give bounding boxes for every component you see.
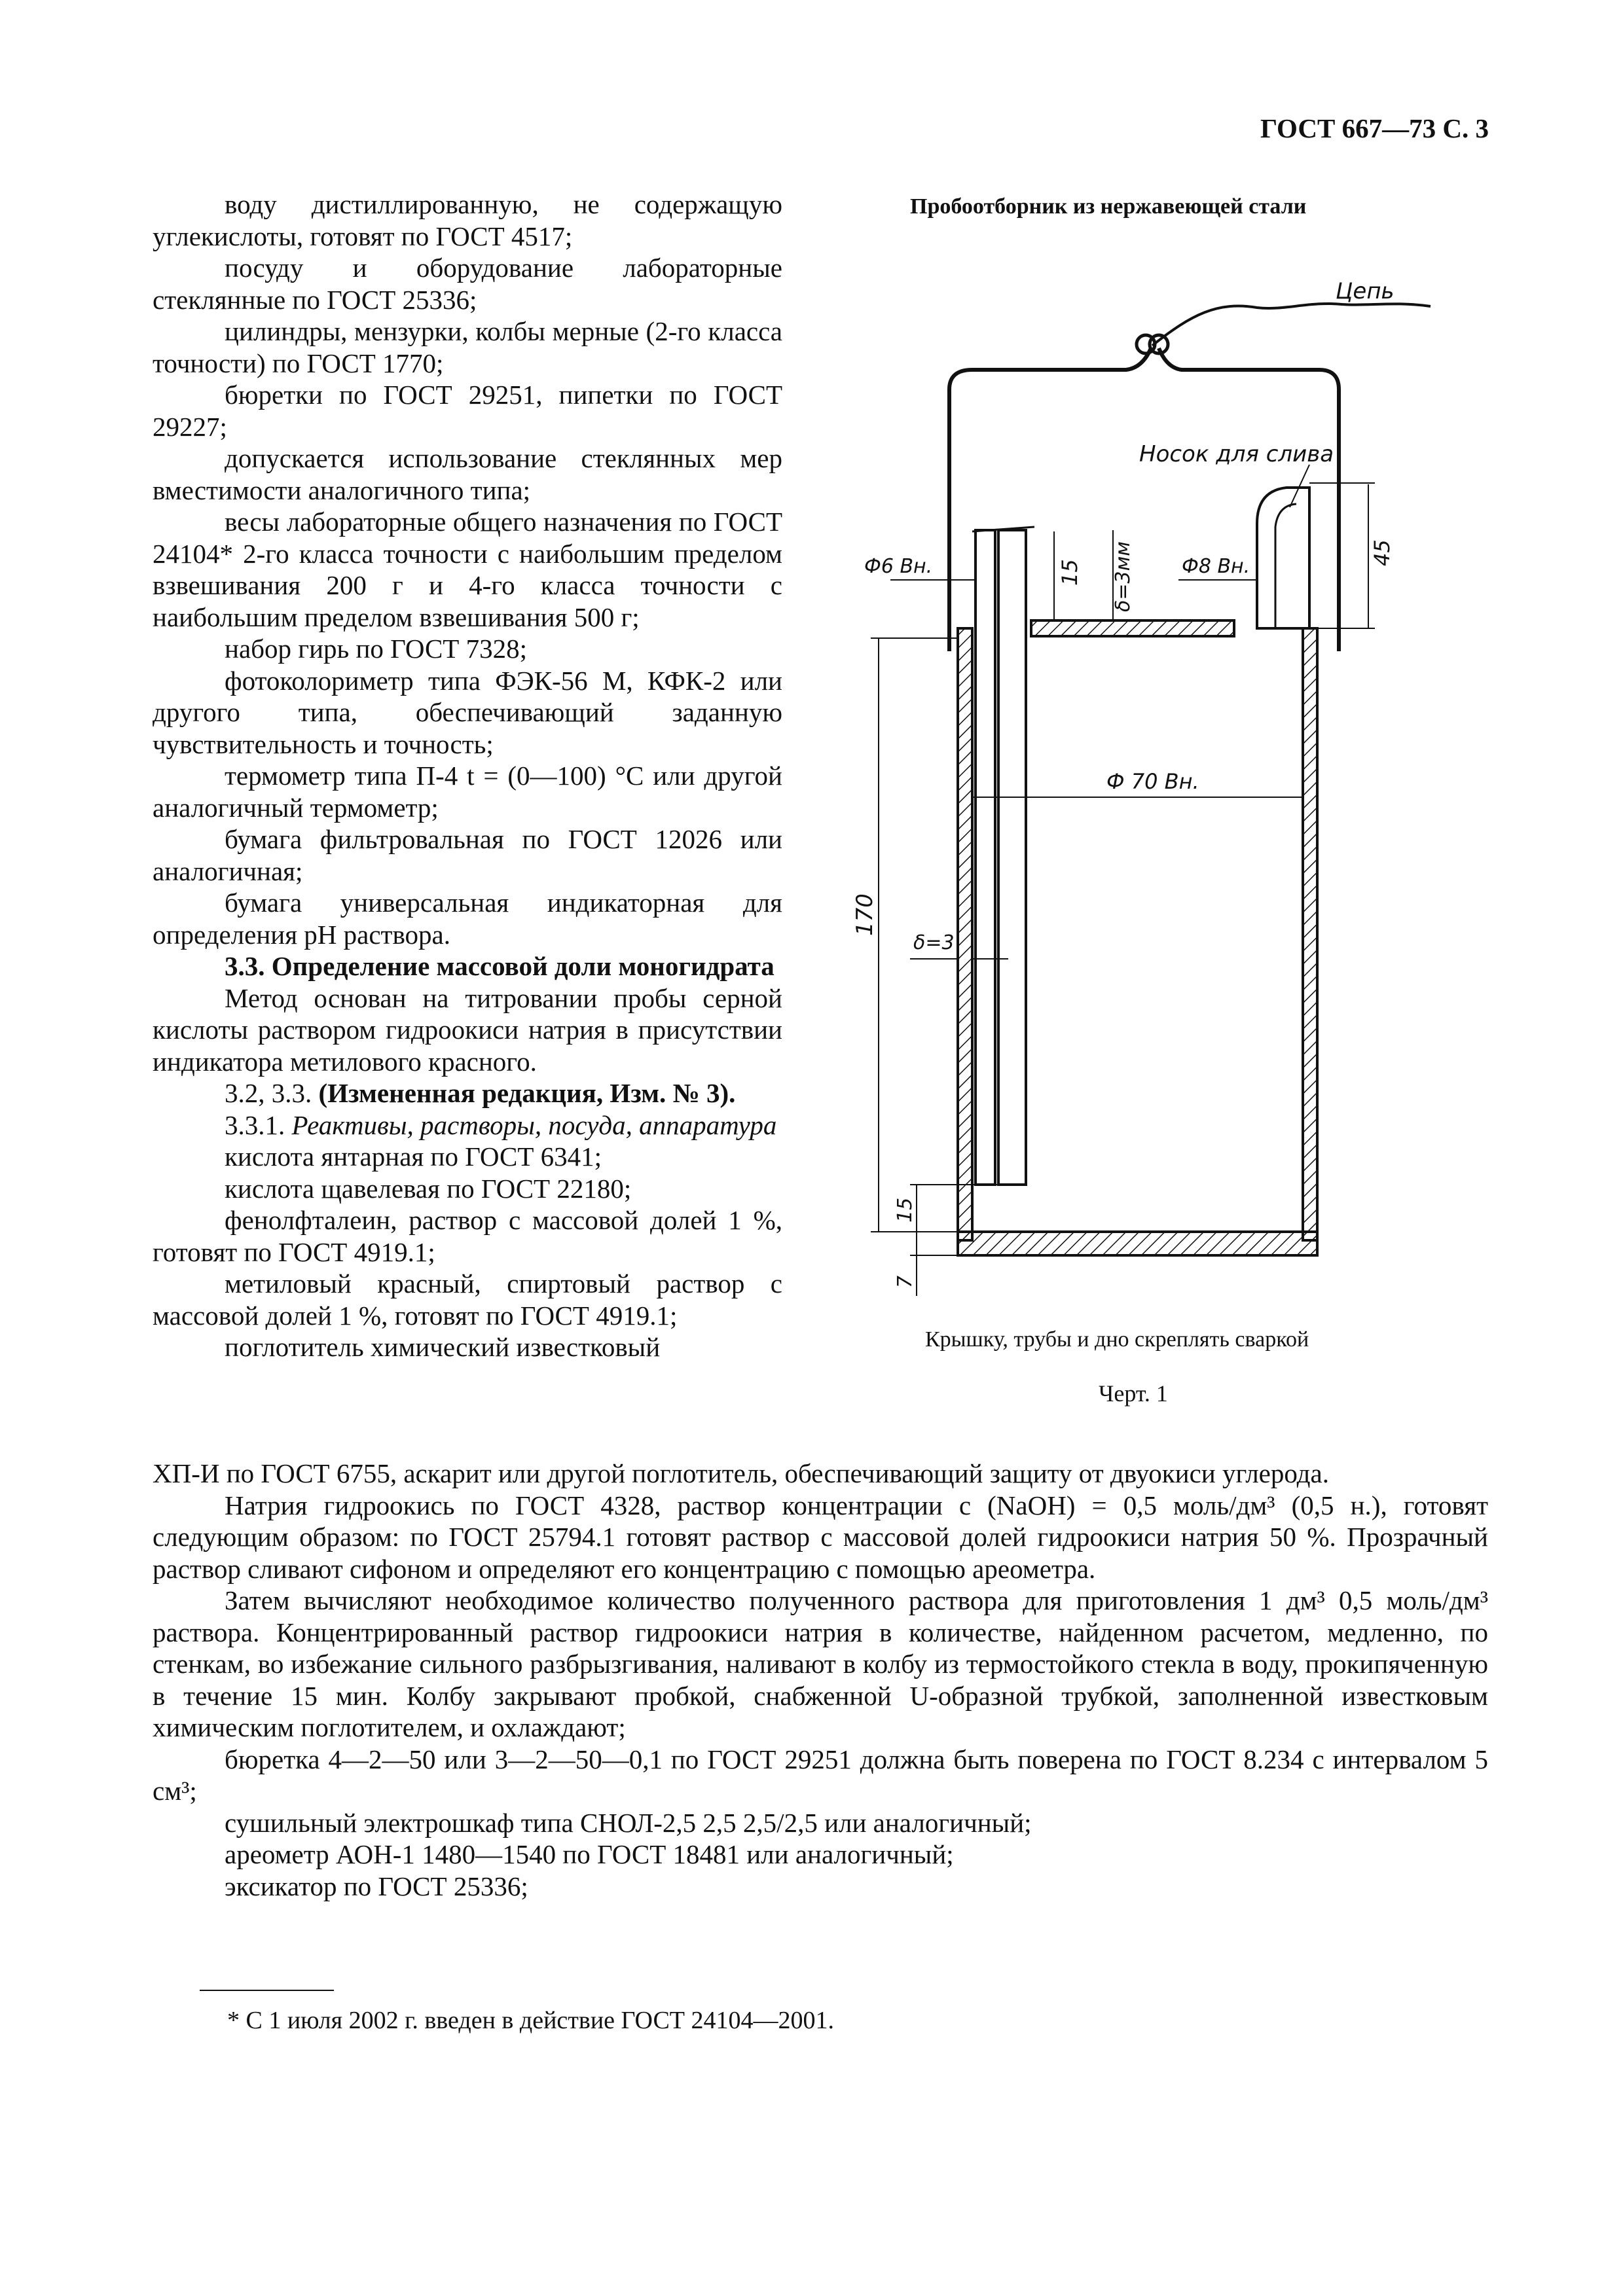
paragraph: воду дистиллированную, не содержащую углекислоты, готовят по ГОСТ 4517; [153, 189, 782, 251]
revision-ref: 3.2, 3.3. [225, 1078, 312, 1108]
section-heading [153, 950, 782, 982]
figure-caption: Черт. 1 [1099, 1380, 1168, 1407]
dim-15-bottom-label: 15 [894, 1197, 917, 1223]
chain-line [1152, 304, 1431, 346]
list-item: фенолфталеин, раствор с массовой долей 1 %, готовят по ГОСТ 4919.1; [153, 1205, 782, 1267]
list-item: кислота янтарная по ГОСТ 6341; [225, 1141, 602, 1172]
paragraph: эксикатор по ГОСТ 25336; [225, 1871, 528, 1901]
figure-note: Крышку, трубы и дно скреплять сваркой [925, 1327, 1309, 1352]
left-wall [958, 628, 972, 1240]
paragraph: бюретки по ГОСТ 29251, пипетки по ГОСТ 29227; [153, 380, 782, 442]
paragraph: бюретка 4—2—50 или 3—2—50—0,1 по ГОСТ 29251 должна быть поверена по ГОСТ 8.234 с интервалом 5 см³; [153, 1744, 1488, 1806]
paragraph: ХП-И по ГОСТ 6755, аскарит или другой поглотитель, обеспечивающий защиту от двуокиси углерода. [153, 1458, 1329, 1488]
dim-15-top-label: 15 [1057, 559, 1082, 586]
footnote: * С 1 июля 2002 г. введен в действие ГОСТ 24104—2001. [227, 2007, 835, 2034]
subsection-heading [153, 1109, 782, 1141]
spout-label: Носок для слива [1139, 441, 1334, 467]
dim-45-label: 45 [1370, 539, 1395, 566]
subsection-number: 3.3.1. [225, 1109, 285, 1140]
paragraph: допускается использование стеклянных мер вместимости аналогичного типа; [153, 443, 782, 505]
paragraph: весы лабораторные общего назначения по ГОСТ 24104* 2-го класса точности с наибольшим пределом взвешивания 200 г и 4-го класса точности с наибольшим пределом взвешивания 500 г; [153, 507, 782, 632]
paragraph: ареометр АОН-1 1480—1540 по ГОСТ 18481 или аналогичный; [225, 1839, 954, 1869]
dim-7-label: 7 [894, 1275, 917, 1288]
section-title: Определение массовой доли моногидрата [271, 951, 775, 981]
paragraph: Метод основан на титровании пробы серной кислоты раствором гидроокиси натрия в присутствии индикатора метилового красного. [153, 982, 782, 1077]
list-item: метиловый красный, спиртовый раствор с массовой долей 1 %, готовят по ГОСТ 4919.1; [153, 1268, 782, 1331]
paragraph: термометр типа П-4 t = (0—100) °С или другой аналогичный термометр; [153, 761, 782, 823]
d70-label: Ф 70 Вн. [1106, 769, 1199, 794]
left-column [153, 188, 782, 1363]
paragraph: цилиндры, мензурки, колбы мерные (2-го класса точности) по ГОСТ 1770; [153, 316, 782, 378]
footnote-rule [200, 1990, 334, 1991]
full-width-text [153, 1458, 1488, 1902]
revision-text: (Измененная редакция, Изм. № 3). [318, 1078, 736, 1108]
paragraph: посуду и оборудование лабораторные стеклянные по ГОСТ 25336; [153, 253, 782, 315]
figure-title: Пробоотборник из нержавеющей стали [910, 194, 1307, 219]
delta-3mm-label: δ=3мм [1112, 541, 1135, 612]
section-number: 3.3. [225, 951, 265, 981]
dim-170-label: 170 [852, 893, 878, 936]
paragraph: набор гирь по ГОСТ 7328; [225, 634, 527, 664]
delta-3-label: δ=3 [913, 931, 955, 954]
revision-note [153, 1077, 782, 1109]
list-item: поглотитель химический известковый [225, 1332, 661, 1362]
chain-label: Цепь [1336, 278, 1395, 304]
paragraph: сушильный электрошкаф типа СНОЛ-2,5 2,5 2,5/2,5 или аналогичный; [225, 1807, 1032, 1838]
d6-label: Ф6 Вн. [864, 555, 933, 578]
paragraph: Затем вычисляют необходимое количество полученного раствора для приготовления 1 дм³ 0,5 моль/дм³ раствора. Концентрированный раствор гидроокиси натрия в количестве, найденном расчетом, медленно, по стенкам, во избежание сильного разбрызгивания, наливают в колбу из термостойкого стекла в воду, прокипяченную в течение 15 мин. Колбу закрывают пробкой, снабженной U-образной трубкой, заполненной известковым химическим поглотителем, и охлаждают; [153, 1585, 1488, 1742]
paragraph: фотоколориметр типа ФЭК-56 М, КФК-2 или другого типа, обеспечивающий заданную чувствительность и точность; [153, 665, 782, 759]
inner-tube [976, 530, 995, 1185]
subsection-title: Реактивы, растворы, посуда, аппаратура [291, 1109, 777, 1140]
paragraph: Натрия гидроокись по ГОСТ 4328, раствор концентрации с (NaOH) = 0,5 моль/дм³ (0,5 н.), готовят следующим образом: по ГОСТ 25794.1 готовят раствор с массовой долей гидроокиси натрия 50 %. Прозрачный раствор сливают сифоном и определяют его концентрацию с помощью ареометра. [153, 1490, 1488, 1584]
paragraph: бумага фильтровальная по ГОСТ 12026 или аналогичная; [153, 824, 782, 886]
d8-label: Ф8 Вн. [1182, 555, 1250, 578]
list-item: кислота щавелевая по ГОСТ 22180; [225, 1173, 632, 1204]
sampler-drawing [851, 275, 1440, 1296]
paragraph: бумага универсальная индикаторная для определения pH раствора. [153, 888, 782, 950]
bottom [958, 1232, 1317, 1255]
lid [1031, 620, 1234, 636]
right-wall [1303, 628, 1317, 1240]
page-header: ГОСТ 667—73 С. 3 [1260, 113, 1489, 143]
inner-tube [998, 530, 1026, 1185]
